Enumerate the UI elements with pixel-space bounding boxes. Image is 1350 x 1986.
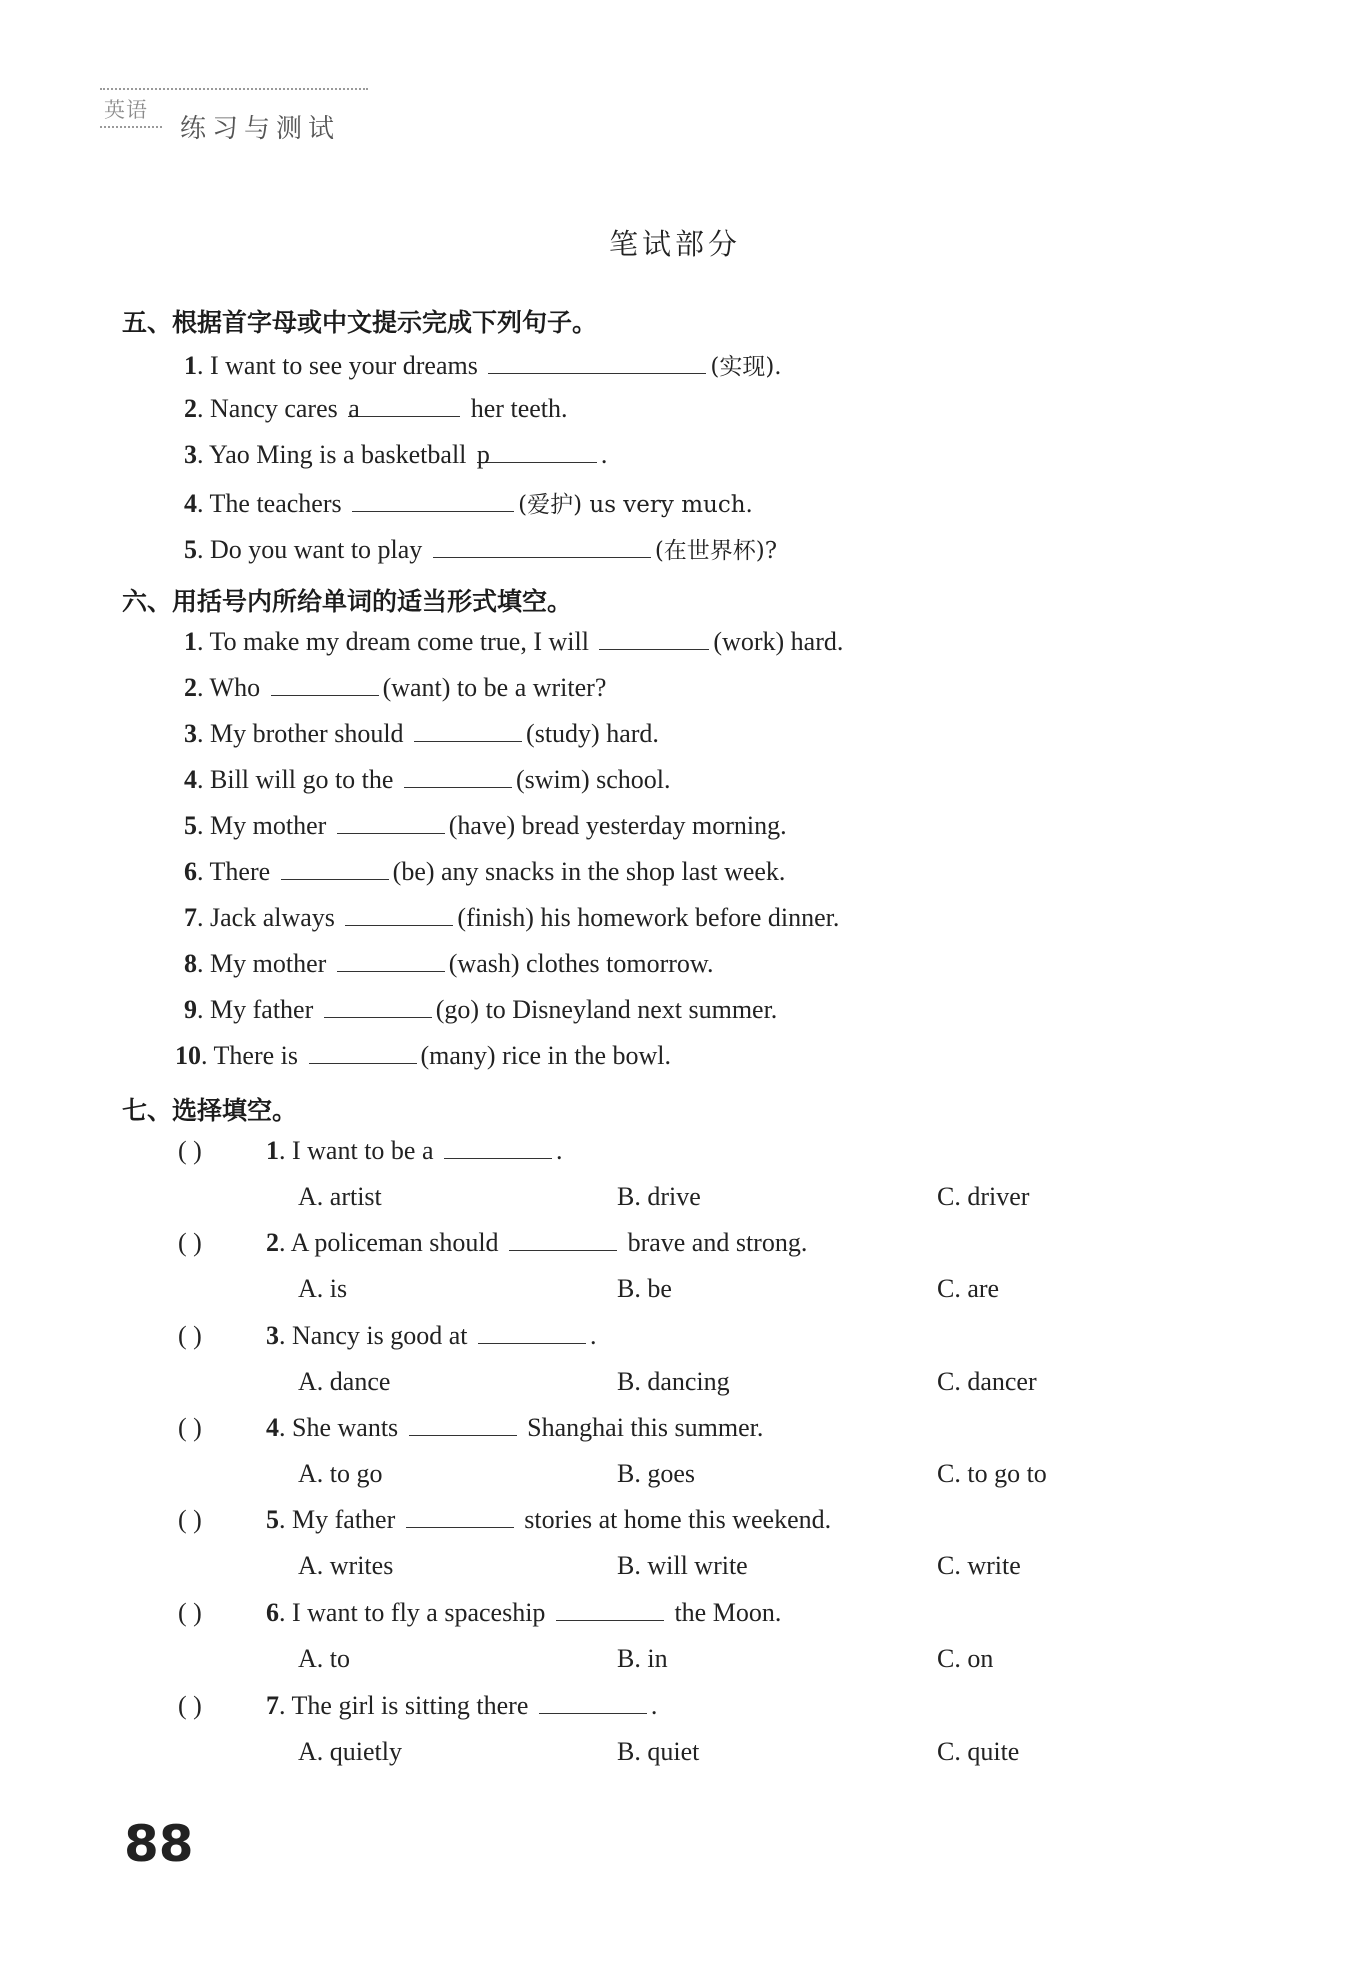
part6-item-7: 7. Jack always (finish) his homework before dinner.	[184, 903, 840, 932]
option-c: C. are	[937, 1274, 1000, 1303]
option-b: B. dancing	[617, 1367, 730, 1396]
part6-item-1: 1. To make my dream come true, I will (work) hard.	[184, 627, 844, 656]
option-a: A. artist	[298, 1182, 382, 1211]
answer-bracket[interactable]: ( )	[178, 1413, 202, 1442]
option-c: C. dancer	[937, 1367, 1037, 1396]
option-b: B. be	[617, 1274, 672, 1303]
section-heading: 笔试部分	[608, 227, 741, 261]
answer-blank	[556, 1598, 664, 1621]
option-a: A. dance	[298, 1367, 391, 1396]
answer-blank[interactable]	[345, 903, 453, 926]
part5-item-4: 4. The teachers (爱护) us very much.	[184, 489, 753, 518]
answer-bracket[interactable]: ( )	[178, 1598, 202, 1627]
part7-question-2: 2. A policeman should brave and strong.	[266, 1228, 808, 1257]
part6-item-9: 9. My father (go) to Disneyland next summer.	[184, 995, 778, 1024]
option-c: C. to go to	[937, 1459, 1047, 1488]
part7-question-6: 6. I want to fly a spaceship the Moon.	[266, 1598, 782, 1627]
header-subject: 英语	[104, 98, 148, 122]
part5-item-1: 1. I want to see your dreams (实现).	[184, 351, 782, 380]
option-a: A. is	[298, 1274, 348, 1303]
answer-blank[interactable]	[324, 995, 432, 1018]
part6-item-5: 5. My mother (have) bread yesterday morning.	[184, 811, 787, 840]
option-c: C. on	[937, 1644, 994, 1673]
answer-bracket[interactable]: ( )	[178, 1321, 202, 1350]
answer-blank[interactable]	[404, 765, 512, 788]
answer-bracket[interactable]: ( )	[178, 1136, 202, 1165]
part7-question-5: 5. My father stories at home this weekend.	[266, 1505, 832, 1534]
answer-blank[interactable]	[337, 949, 445, 972]
part7-question-3: 3. Nancy is good at .	[266, 1321, 597, 1350]
page-header	[100, 88, 368, 148]
answer-bracket[interactable]: ( )	[178, 1691, 202, 1720]
header-dotted-underline	[100, 126, 162, 128]
option-a: A. to go	[298, 1459, 383, 1488]
answer-blank[interactable]	[281, 857, 389, 880]
part6-item-3: 3. My brother should (study) hard.	[184, 719, 659, 748]
answer-blank	[444, 1136, 552, 1159]
part6-item-8: 8. My mother (wash) clothes tomorrow.	[184, 949, 714, 978]
answer-blank	[509, 1228, 617, 1251]
answer-blank	[478, 1321, 586, 1344]
answer-blank[interactable]	[599, 627, 709, 650]
option-b: B. goes	[617, 1459, 695, 1488]
answer-blank[interactable]	[433, 535, 651, 558]
part5-title: 五、根据首字母或中文提示完成下列句子。	[122, 308, 598, 337]
answer-blank[interactable]	[414, 719, 522, 742]
option-b: B. in	[617, 1644, 668, 1673]
part6-item-2: 2. Who (want) to be a writer?	[184, 673, 607, 702]
option-a: A. quietly	[298, 1737, 402, 1766]
answer-blank	[409, 1413, 517, 1436]
part7-title: 七、选择填空。	[122, 1096, 298, 1125]
answer-blank[interactable]: a	[348, 394, 460, 417]
option-c: C. write	[937, 1551, 1021, 1580]
answer-blank[interactable]	[271, 673, 379, 696]
part6-item-6: 6. There (be) any snacks in the shop last week.	[184, 857, 786, 886]
option-b: B. quiet	[617, 1737, 700, 1766]
part7-question-7: 7. The girl is sitting there .	[266, 1691, 658, 1720]
answer-blank[interactable]	[337, 811, 445, 834]
part7-question-1: 1. I want to be a .	[266, 1136, 563, 1165]
answer-blank	[406, 1505, 514, 1528]
page-number: 88	[124, 1815, 194, 1873]
answer-blank[interactable]	[352, 489, 514, 512]
answer-blank	[539, 1691, 647, 1714]
header-book-title: 练习与测试	[180, 114, 341, 144]
answer-blank[interactable]	[309, 1041, 417, 1064]
option-b: B. will write	[617, 1551, 748, 1580]
part5-item-2: 2. Nancy cares a her teeth.	[184, 394, 568, 423]
part6-title: 六、用括号内所给单词的适当形式填空。	[122, 587, 573, 616]
part5-item-5: 5. Do you want to play (在世界杯)?	[184, 535, 778, 564]
part6-item-10: 10. There is (many) rice in the bowl.	[175, 1041, 672, 1070]
option-b: B. drive	[617, 1182, 701, 1211]
option-c: C. driver	[937, 1182, 1030, 1211]
part5-item-3: 3. Yao Ming is a basketball p .	[184, 440, 608, 469]
answer-bracket[interactable]: ( )	[178, 1505, 202, 1534]
answer-blank[interactable]	[488, 351, 706, 374]
part6-item-4: 4. Bill will go to the (swim) school.	[184, 765, 671, 794]
part7-question-4: 4. She wants Shanghai this summer.	[266, 1413, 764, 1442]
answer-bracket[interactable]: ( )	[178, 1228, 202, 1257]
option-a: A. to	[298, 1644, 350, 1673]
answer-blank[interactable]: p	[477, 440, 597, 463]
header-dotted-rule	[100, 88, 368, 90]
option-a: A. writes	[298, 1551, 394, 1580]
option-c: C. quite	[937, 1737, 1020, 1766]
